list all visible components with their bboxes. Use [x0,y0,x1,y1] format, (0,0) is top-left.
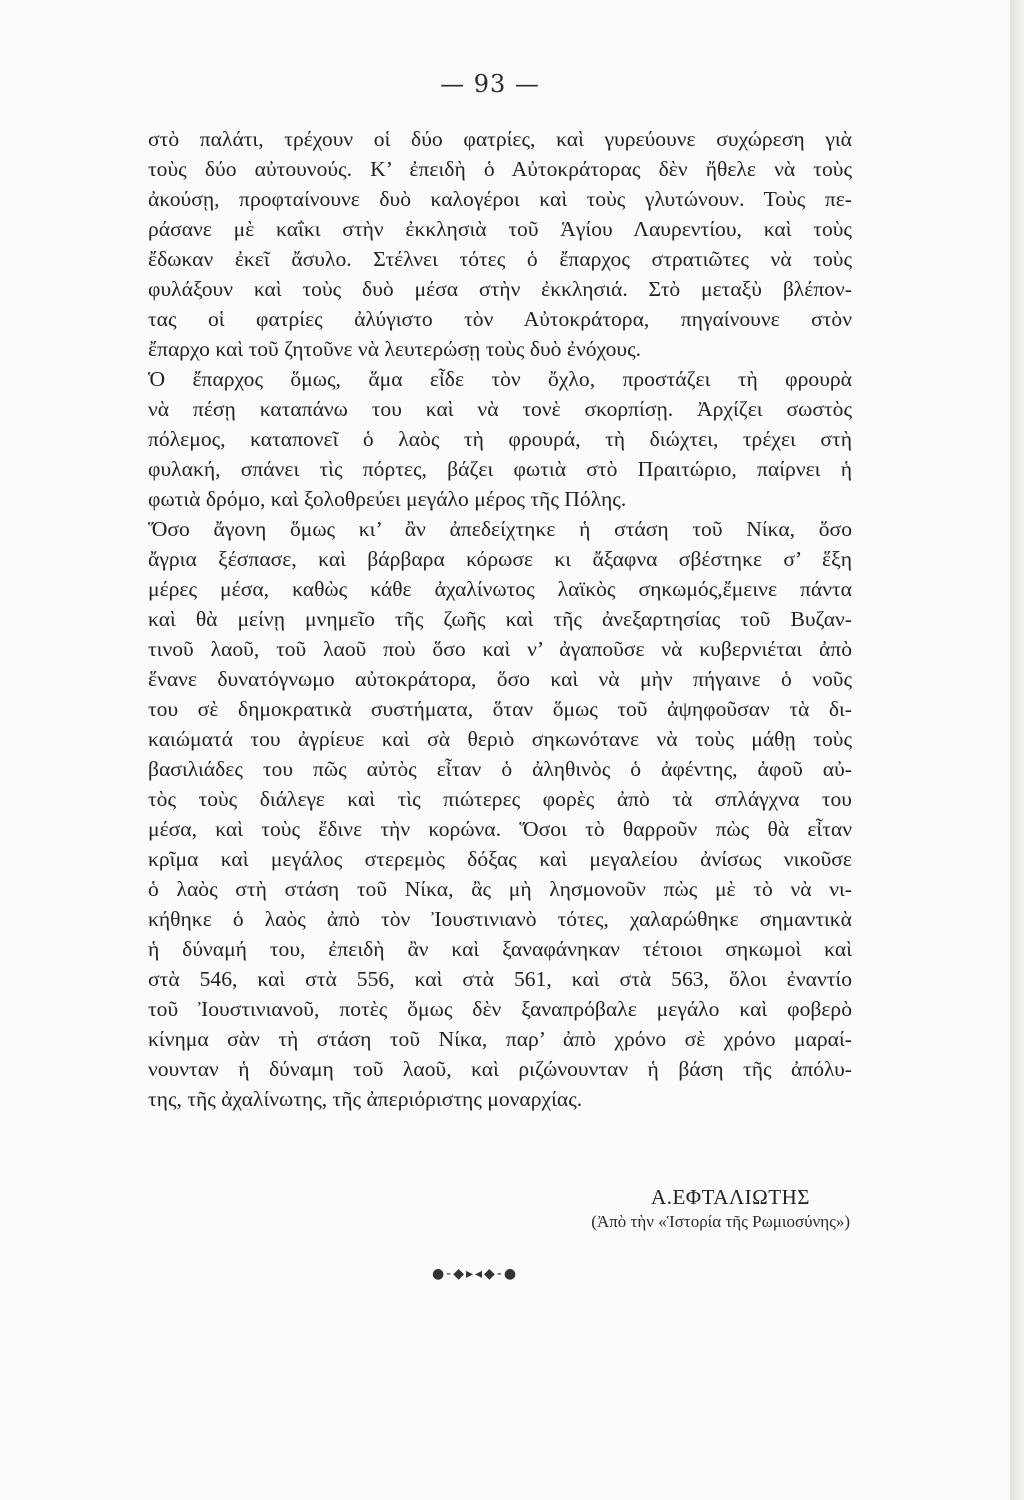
text-line: τὸς τοὺς διάλεγε καὶ τὶς πιώτερες φορὲς ἀπὸ τὰ σπλάγχνα του [148,787,852,811]
source-citation: (Ἀπὸ τὴν «Ἱστορία τῆς Ρωμιοσύνης») [591,1212,850,1231]
text-line: καιώματά του ἀγρίευε καὶ σὰ θεριὸ σηκωνότανε νὰ τοὺς μάθῃ τοὺς [148,727,852,751]
text-line: του σὲ δημοκρατικὰ συστήματα, ὅταν ὅμως τοῦ ἀψηφοῦσαν τὰ δι- [148,697,852,721]
text-line: ἡ δύναμή του, ἐπειδὴ ἂν καὶ ξαναφάνηκαν τέτοιοι σηκωμοὶ καὶ [148,937,852,961]
text-line: μέσα, καὶ τοὺς ἔδινε τὴν κορώνα. Ὅσοι τὸ θαρροῦν πὼς θὰ εἶταν [148,817,852,841]
text-line: τινοῦ λαοῦ, τοῦ λαοῦ ποὺ ὅσο καὶ ν’ ἀγαποῦσε νὰ κυβερνιέται ἀπὸ [148,637,852,661]
text-line: της, τῆς ἀχαλίνωτης, τῆς ἀπεριόριστης μοναρχίας. [148,1087,583,1111]
text-line: καὶ θὰ μείνῃ μνημεῖο τῆς ζωῆς καὶ τῆς ἀνεξαρτησίας τοῦ Βυζαν- [148,607,852,631]
text-line: κίνημα σὰν τὴ στάση τοῦ Νίκα, παρ’ ἀπὸ χρόνο σὲ χρόνο μαραί- [148,1027,852,1051]
page-edge [1010,0,1024,1500]
text-line: τας οἱ φατρίες ἀλύγιστο τὸν Αὐτοκράτορα, πηγαίνουνε στὸν [148,307,852,331]
text-line: ἕνανε δυνατόγνωμο αὐτοκράτορα, ὅσο καὶ νὰ μὴν πήγαινε ὁ νοῦς [148,667,852,691]
text-line: ἔδωκαν ἐκεῖ ἄσυλο. Στέλνει τότες ὁ ἔπαρχος στρατιῶτες νὰ τοὺς [148,247,852,271]
text-line: ἄγρια ξέσπασε, καὶ βάρβαρα κόρωσε κι ἄξαφνα σβέστηκε σ’ ἕξη [148,547,852,571]
text-line: φυλακή, σπάνει τὶς πόρτες, βάζει φωτιὰ στὸ Πραιτώριο, παίρνει ἡ [148,457,852,481]
text-line: ὁ λαὸς στὴ στάση τοῦ Νίκα, ἂς μὴ λησμονοῦν πὼς μὲ τὸ νὰ νι- [148,877,852,901]
page-number: — 93 — [440,70,540,98]
text-line: κρῖμα καὶ μεγάλος στερεμὸς δόξας καὶ μεγαλείου ἀνίσως νικοῦσε [148,847,852,871]
text-line: φωτιὰ δρόμο, καὶ ξολοθρεύει μεγάλο μέρος τῆς Πόλης. [148,487,627,511]
text-line: φυλάξουν καὶ τοὺς δυὸ μέσα στὴν ἐκκλησιά. Στὸ μεταξὺ βλέπον- [148,277,852,301]
text-line: ράσανε μὲ καΐκι στὴν ἐκκλησιὰ τοῦ Ἁγίου Λαυρεντίου, καὶ τοὺς [148,217,852,241]
text-line: στὸ παλάτι, τρέχουν οἱ δύο φατρίες, καὶ γυρεύουνε συχώρεση γιὰ [148,127,852,151]
text-line: Ὅσο ἄγονη ὅμως κι’ ἂν ἀπεδείχτηκε ἡ στάση τοῦ Νίκα, ὅσο [148,517,852,541]
article-body [148,124,852,1114]
text-line: κήθηκε ὁ λαὸς ἀπὸ τὸν Ἰουστινιανὸ τότες, χαλαρώθηκε σημαντικὰ [148,907,852,931]
text-line: πόλεμος, καταπονεῖ ὁ λαὸς τὴ φρουρά, τὴ διώχτει, τρέχει στὴ [148,427,852,451]
text-line: νὰ πέσῃ καταπάνω του καὶ νὰ τονὲ σκορπίσῃ. Ἀρχίζει σωστὸς [148,397,852,421]
text-line: Ὁ ἔπαρχος ὅμως, ἅμα εἶδε τὸν ὄχλο, προστάζει τὴ φρουρὰ [148,367,852,391]
text-line: στὰ 546, καὶ στὰ 556, καὶ στὰ 561, καὶ στὰ 563, ὅλοι ἐναντίο [148,967,852,991]
text-line: τοῦ Ἰουστινιανοῦ, ποτὲς ὅμως δὲν ξαναπρόβαλε μεγάλο καὶ φοβερὸ [148,997,852,1021]
text-line: βασιλιάδες του πῶς αὐτὸς εἶταν ὁ ἀληθινὸς ὁ ἀφέντης, ἀφοῦ αὐ- [148,757,852,781]
text-line: μέρες μέσα, καθὼς κάθε ἀχαλίνωτος λαϊκὸς σηκωμός,ἔμεινε πάντα [148,577,852,601]
text-line: ἀκούσῃ, προφταίνουνε δυὸ καλογέροι καὶ τοὺς γλυτώνουν. Τοὺς πε- [148,187,852,211]
ornament-divider: ●-◆▸◂◆-● [431,1266,519,1282]
author-signature: Α.ΕΦΤΑΛΙΩΤΗΣ [651,1185,810,1209]
text-line: ἔπαρχο καὶ τοῦ ζητοῦνε νὰ λευτερώσῃ τοὺς δυὸ ἐνόχους. [148,337,642,361]
text-line: τοὺς δύο αὐτουνούς. Κ’ ἐπειδὴ ὁ Αὐτοκράτορας δὲν ἤθελε νὰ τοὺς [148,157,852,181]
text-line: νουνταν ἡ δύναμη τοῦ λαοῦ, καὶ ριζώνουνταν ἡ βάση τῆς ἀπόλυ- [148,1057,852,1081]
